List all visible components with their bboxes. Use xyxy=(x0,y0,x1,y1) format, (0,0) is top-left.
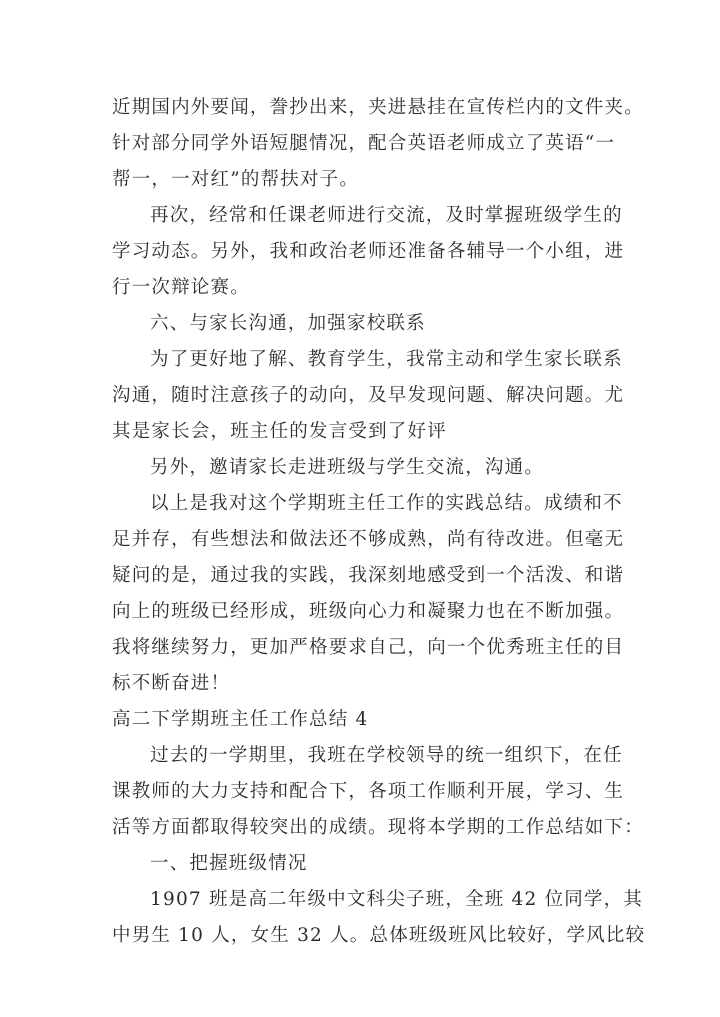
section-heading: 一、把握班级情况 xyxy=(150,853,308,874)
document-title: 高二下学期班主任工作总结 4 xyxy=(112,709,369,730)
text-line: 以上是我对这个学期班主任工作的实践总结。成绩和不 xyxy=(150,493,623,514)
text-line: 活等方面都取得较突出的成绩。现将本学期的工作总结如下： xyxy=(112,817,644,838)
text-line: 我将继续努力，更加严格要求自己，向一个优秀班主任的目 xyxy=(112,637,625,658)
text-line: 足并存，有些想法和做法还不够成熟，尚有待改进。但毫无 xyxy=(112,529,625,550)
text-line: 中男生 10 人，女生 32 人。总体班级班风比较好，学风比较 xyxy=(112,925,646,946)
text-line: 针对部分同学外语短腿情况，配合英语老师成立了英语“一 xyxy=(112,133,616,154)
text-line: 为了更好地了解、教育学生，我常主动和学生家长联系 xyxy=(150,349,623,370)
text-line: 其是家长会，班主任的发言受到了好评 xyxy=(112,421,447,442)
text-line: 向上的班级已经形成，班级向心力和凝聚力也在不断加强。 xyxy=(112,601,625,622)
text-line: 学习动态。另外，我和政治老师还准备各辅导一个小组，进 xyxy=(112,241,625,262)
text-line: 再次，经常和任课老师进行交流，及时掌握班级学生的 xyxy=(150,205,623,226)
text-line: 行一次辩论赛。 xyxy=(112,277,250,298)
text-line: 过去的一学期里，我班在学校领导的统一组织下，在任 xyxy=(150,745,623,766)
text-line: 帮一，一对红”的帮扶对子。 xyxy=(112,169,360,190)
text-line: 标不断奋进！ xyxy=(112,673,231,694)
text-line: 另外，邀请家长走进班级与学生交流，沟通。 xyxy=(150,457,545,478)
section-heading: 六、与家长沟通，加强家校联系 xyxy=(150,313,426,334)
text-line: 沟通，随时注意孩子的动向，及早发现问题、解决问题。尤 xyxy=(112,385,625,406)
text-line: 近期国内外要闻，誊抄出来，夹进悬挂在宣传栏内的文件夹。 xyxy=(112,97,644,118)
text-line: 1907 班是高二年级中文科尖子班，全班 42 位同学，其 xyxy=(150,889,644,910)
text-line: 疑问的是，通过我的实践，我深刻地感受到一个活泼、和谐 xyxy=(112,565,625,586)
text-line: 课教师的大力支持和配合下，各项工作顺利开展，学习、生 xyxy=(112,781,625,802)
